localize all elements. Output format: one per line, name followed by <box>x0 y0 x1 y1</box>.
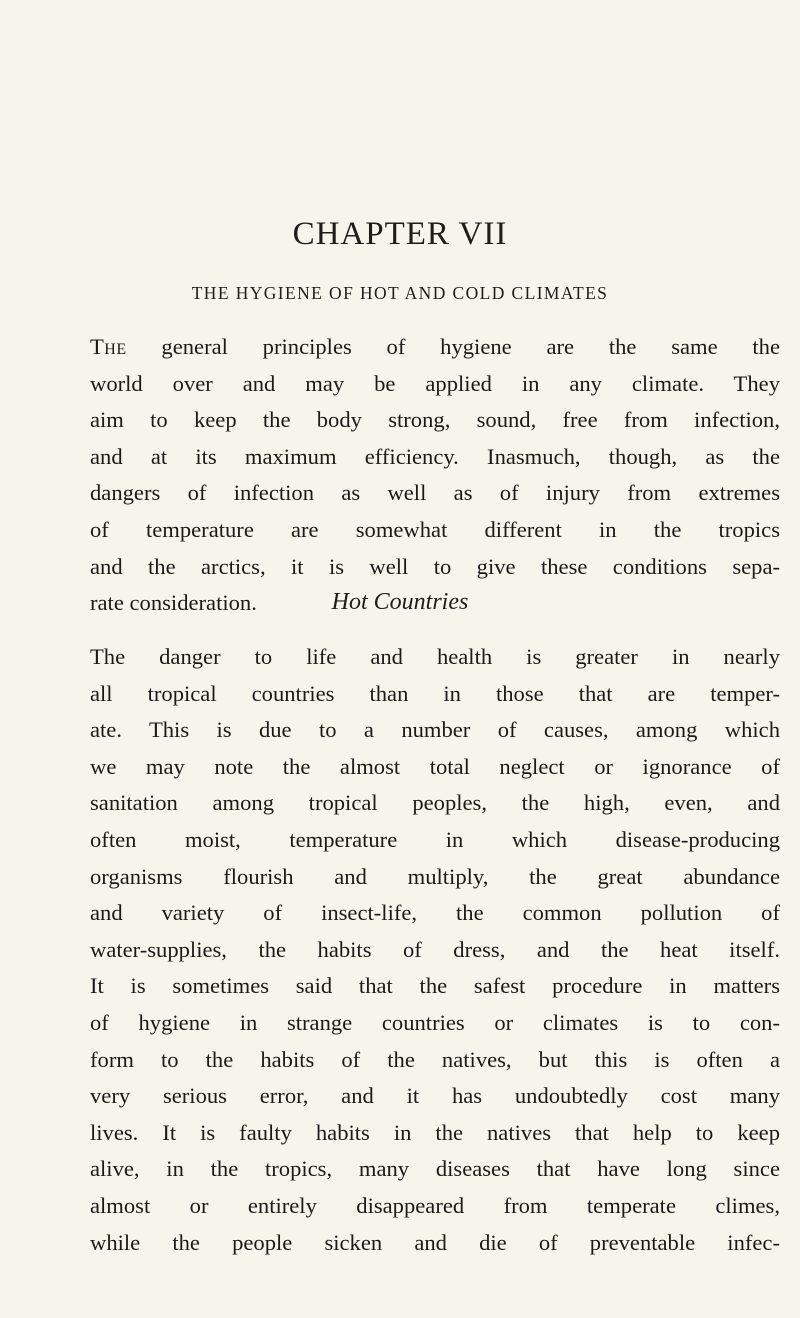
paragraph-line: and the arctics, it is well to give these conditions sepa- <box>90 553 780 579</box>
paragraph-line: sanitation among tropical peoples, the high, even, and <box>90 790 780 816</box>
paragraph-line: The danger to life and health is greater in nearly <box>90 644 780 669</box>
chapter-title: CHAPTER VII <box>292 216 508 252</box>
chapter-subtitle: THE HYGIENE OF HOT AND COLD CLIMATES <box>191 283 609 303</box>
paragraph-line: lives. It is faulty habits in the natives that help to keep <box>90 1119 780 1145</box>
paragraph-line: world over and may be applied in any climate. They <box>90 370 780 396</box>
paragraph-line: while the people sicken and die of preventable infec- <box>90 1229 780 1255</box>
paragraph-line: water-supplies, the habits of dress, and the heat itself. <box>90 936 780 962</box>
paragraph-line: It is sometimes said that the safest procedure in matters <box>90 973 780 999</box>
paragraph-line: form to the habits of the natives, but this is often a <box>90 1046 780 1072</box>
paragraph-line: of temperature are somewhat different in the tropics <box>90 516 780 542</box>
paragraph-line: of hygiene in strange countries or climates is to con- <box>90 1009 780 1035</box>
paragraph-line: and at its maximum efficiency. Inasmuch, though, as the <box>90 443 780 469</box>
paragraph-line: alive, in the tropics, many diseases that have long since <box>90 1156 780 1182</box>
lead-word: The <box>90 334 127 359</box>
paragraph-line: very serious error, and it has undoubtedly cost many <box>90 1083 780 1109</box>
paragraph-line: dangers of infection as well as of injury from extremes <box>90 480 780 506</box>
paragraph-line: rate consideration. <box>90 590 257 616</box>
paragraph-line: we may note the almost total neglect or ignorance of <box>90 753 780 779</box>
section-heading: Hot Countries <box>331 589 469 615</box>
paragraph-line: all tropical countries than in those that are temper- <box>90 680 780 706</box>
intro-paragraph <box>90 329 780 622</box>
paragraph-line: almost or entirely disappeared from temperate climes, <box>90 1192 780 1218</box>
paragraph-line: often moist, temperature in which disease-producing <box>90 826 780 852</box>
paragraph-line: aim to keep the body strong, sound, free from infection, <box>90 407 780 433</box>
paragraph-line: organisms flourish and multiply, the great abundance <box>90 863 780 889</box>
paragraph-line: ate. This is due to a number of causes, among which <box>90 717 780 743</box>
section-paragraph <box>90 639 780 1261</box>
paragraph-line: and variety of insect-life, the common pollution of <box>90 900 780 926</box>
paragraph-line: The general principles of hygiene are the same the <box>90 334 780 359</box>
